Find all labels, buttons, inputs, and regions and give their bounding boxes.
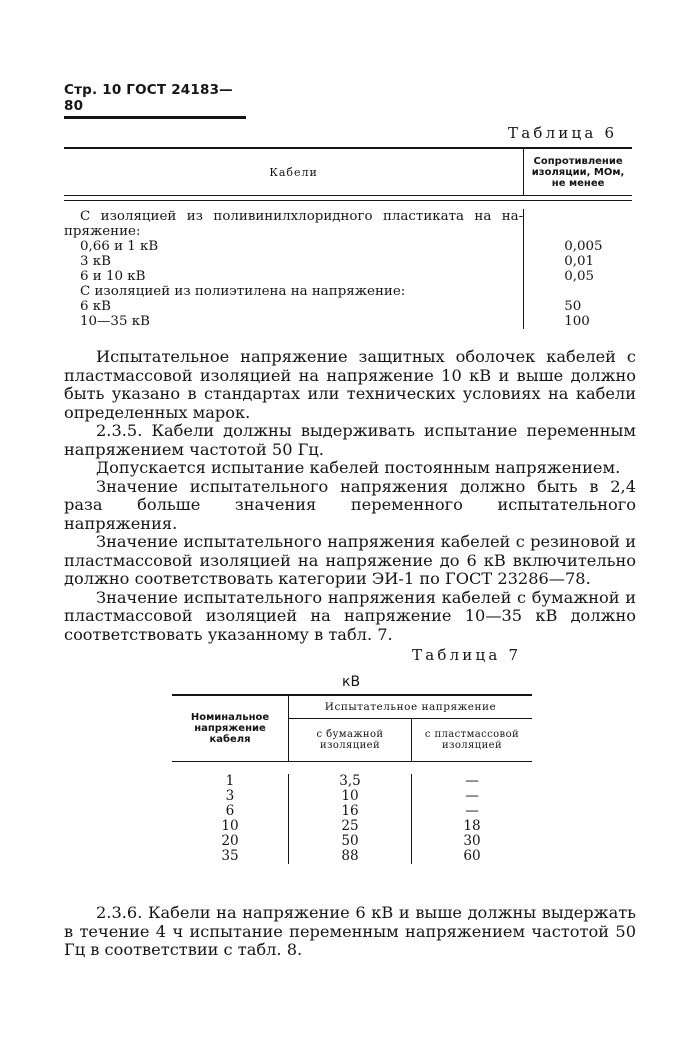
table7-col1-header: Номинальное напряжение кабеля: [190, 712, 270, 745]
paragraph: Допускается испытание кабелей постоянным напряжением.: [96, 458, 621, 477]
table6-row-label: 3 кВ: [80, 254, 111, 269]
table6-row-label: 6 и 10 кВ: [80, 269, 146, 284]
table6-row-label: С изоляцией из полиэтилена на напряжение:: [80, 284, 406, 299]
table6-row-label: 6 кВ: [80, 299, 111, 314]
table7-cell: 16: [288, 804, 411, 819]
table7-sub-header-paper: с бумажной изоляцией: [316, 729, 384, 751]
table-row: [172, 849, 532, 864]
paragraph: Значение испытательного напряжения кабелей с бумажной и пластмассовой изоляцией на напряжение 10—35 кВ должно соответствовать указанному в табл. 7.: [64, 587, 636, 644]
table6-row-label: пряжение:: [64, 224, 141, 239]
table6-header-row: [64, 149, 632, 196]
table7-cell: 25: [288, 819, 411, 834]
table6-col2-header-text: Сопротивление изоляции, МОм, не менее: [531, 155, 625, 189]
table-row: [172, 819, 532, 834]
table7-cell: 10: [288, 789, 411, 804]
table7-cell: 60: [411, 849, 532, 864]
table6-row-label: 0,66 и 1 кВ: [80, 239, 159, 254]
table6-values: [523, 209, 632, 329]
table6-labels: [64, 209, 523, 329]
table6-row-value: 0,005: [564, 239, 603, 254]
table6-col1-header: Кабели: [269, 165, 318, 179]
table7-span-header: Испытательное напряжение: [289, 696, 532, 719]
table6-col2-header: [523, 149, 632, 195]
table7-cell: 18: [411, 819, 532, 834]
table7-cell: 3,5: [288, 774, 411, 789]
table6-body: [64, 201, 632, 329]
table6-row-value: 0,05: [564, 269, 595, 284]
table7-sub-header-plastic: с пластмассовой изоляцией: [411, 719, 532, 761]
table7-cell: 88: [288, 849, 411, 864]
table7-cell: 3: [225, 788, 235, 804]
table6-row-value: [524, 209, 632, 224]
table6-row-label: 10—35 кВ: [80, 314, 150, 329]
table7-cell: 35: [221, 848, 239, 864]
table-row: [172, 774, 532, 789]
table7-cell: —: [411, 774, 532, 789]
paragraph: 2.3.5. Кабели должны выдерживать испытание переменным напряжением частотой 50 Гц.: [64, 421, 636, 459]
table7-unit: кВ: [342, 674, 361, 690]
body-text-1: [64, 348, 636, 644]
table-row: [172, 834, 532, 849]
table6-row-label: С изоляцией из поливинилхлоридного пластиката на на-: [80, 209, 524, 224]
table7-caption: Таблица 7: [412, 646, 522, 664]
table7-right-header: [288, 696, 532, 761]
table6-row-value: 0,01: [564, 254, 595, 269]
table6-row-value: 50: [564, 299, 582, 314]
table7-cell: —: [411, 789, 532, 804]
paragraph: Значение испытательного напряжения должно быть в 2,4 раза больше значения переменного испытательного напряжения.: [64, 476, 636, 533]
table7: [172, 694, 532, 864]
body-text-2: [64, 904, 636, 960]
table7-cell: —: [411, 804, 532, 819]
table7-cell: 6: [225, 803, 235, 819]
page-header: Стр. 10 ГОСТ 24183—80: [64, 82, 246, 119]
table6-row-value: 100: [564, 314, 590, 329]
table6-caption: Таблица 6: [508, 124, 618, 142]
table-row: [172, 804, 532, 819]
table6: [64, 147, 632, 329]
paragraph: Испытательное напряжение защитных оболочек кабелей с пластмассовой изоляцией на напряжение 10 кВ и выше должно быть указано в стандартах или технических условиях на кабели определенных марок.: [64, 347, 636, 422]
paragraph: Значение испытательного напряжения кабелей с резиновой и пластмассовой изоляцией на напряжение до 6 кВ включительно должно соответствовать категории ЭИ-1 по ГОСТ 23286—78.: [64, 532, 636, 588]
paragraph: 2.3.6. Кабели на напряжение 6 кВ и выше должны выдержать в течение 4 ч испытание переменным напряжением частотой 50 Гц в соответствии с табл. 8.: [64, 903, 636, 959]
table7-rows: [172, 762, 532, 864]
table7-cell: 30: [411, 834, 532, 849]
table7-sub-headers: [289, 719, 532, 761]
table7-header: [172, 696, 532, 762]
table6-row-value: [524, 224, 632, 239]
table7-cell: 1: [225, 773, 235, 789]
table7-cell: 20: [221, 833, 239, 849]
table-row: [172, 789, 532, 804]
table7-cell: 10: [221, 818, 239, 834]
table6-row-value: [524, 284, 632, 299]
table7-cell: 50: [288, 834, 411, 849]
